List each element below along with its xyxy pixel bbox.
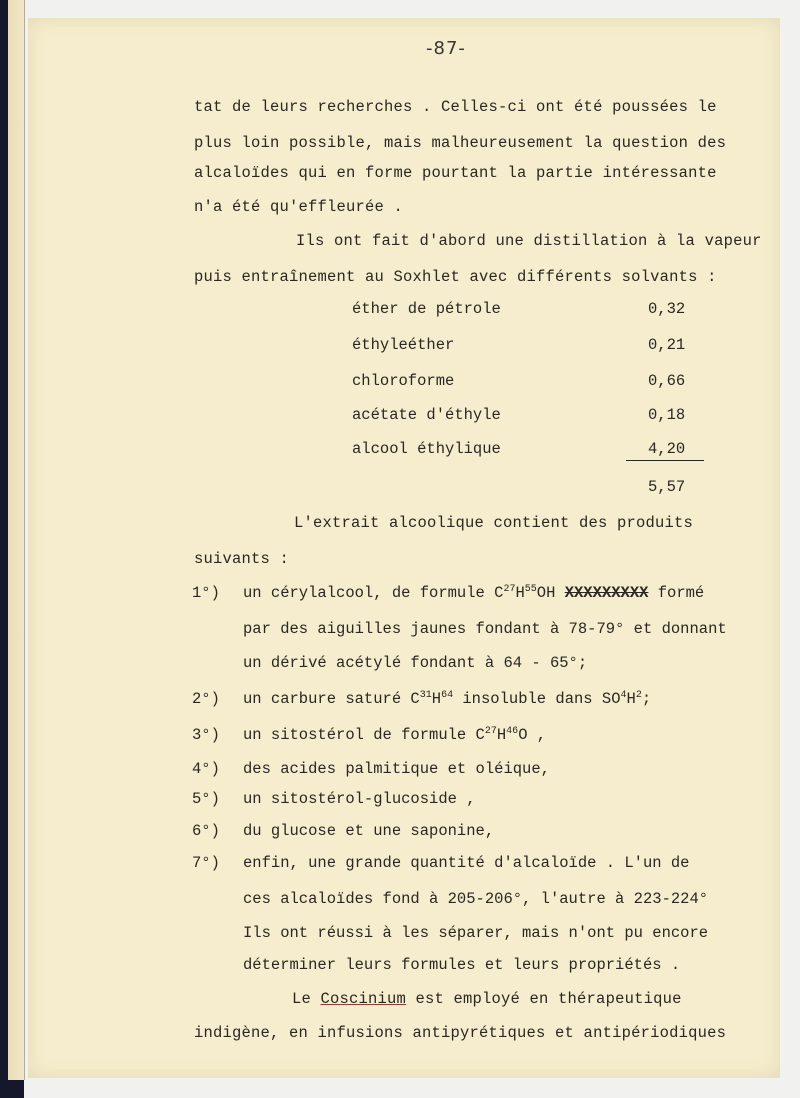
item-1-line3: un dérivé acétylé fondant à 64 - 65°; — [243, 654, 588, 672]
solvent-label: éthyleéther — [352, 336, 455, 354]
para3-line2: suivants : — [194, 550, 290, 568]
item-number: 3°) — [192, 726, 220, 744]
struck-text: XXXXXXXXX — [564, 584, 649, 602]
item-7-line3: Ils ont réussi à les séparer, mais n'ont pu encore — [243, 924, 709, 942]
item-1-line2: par des aiguilles jaunes fondant à 78-79° et donnant — [243, 620, 727, 638]
item-number: 6°) — [192, 822, 220, 840]
item-4: des acides palmitique et oléique, — [243, 760, 550, 778]
item-5: un sitostérol-glucoside , — [243, 790, 476, 808]
para1-line1: tat de leurs recherches . Celles-ci ont été poussées le — [194, 98, 717, 116]
sum-rule — [626, 460, 704, 461]
para1-line4: n'a été qu'effleurée . — [194, 198, 404, 216]
previous-page-edge — [8, 0, 25, 1080]
para3-line1: L'extrait alcoolique contient des produits — [294, 514, 694, 532]
document-page — [28, 18, 780, 1078]
solvent-value: 0,18 — [648, 406, 686, 424]
solvent-value: 4,20 — [648, 440, 686, 458]
item-3: un sitostérol de formule $C^{27}H^{46}O$ , — [243, 726, 547, 744]
para2-line1: Ils ont fait d'abord une distillation à la vapeur — [296, 232, 762, 250]
para4-line1: Le Coscinium est employé en thérapeutique — [292, 990, 682, 1008]
solvent-label: acétate d'éthyle — [352, 406, 501, 424]
item-7-line2: ces alcaloïdes fond à 205-206°, l'autre à 223-224° — [243, 890, 709, 908]
para1-line3: alcaloïdes qui en forme pourtant la partie intéressante — [194, 164, 717, 182]
solvent-label: alcool éthylique — [352, 440, 501, 458]
solvent-value: 0,21 — [648, 336, 686, 354]
solvent-label: chloroforme — [352, 372, 455, 390]
item-number: 7°) — [192, 854, 220, 872]
para4-line2: indigène, en infusions antipyrétiques et antipériodiques — [194, 1024, 727, 1042]
item-number: 2°) — [192, 690, 220, 708]
solvent-value: 0,32 — [648, 300, 686, 318]
item-7-line4: déterminer leurs formules et leurs propriétés . — [243, 956, 681, 974]
item-2: un carbure saturé $C^{31}H^{64}$ insoluble dans $SO^4H^2$; — [243, 690, 652, 708]
para1-line2: plus loin possible, mais malheureusement la question des — [194, 134, 727, 152]
item-6: du glucose et une saponine, — [243, 822, 495, 840]
item-number: 4°) — [192, 760, 220, 778]
item-number: 1°) — [192, 584, 220, 602]
para2-line2: puis entraînement au Soxhlet avec différents solvants : — [194, 268, 717, 286]
item-number: 5°) — [192, 790, 220, 808]
page-number: -87- — [426, 38, 466, 59]
solvent-value: 0,66 — [648, 372, 686, 390]
solvent-label: éther de pétrole — [352, 300, 501, 318]
solvent-total: 5,57 — [648, 478, 686, 496]
item-1-line1: un cérylalcool, de formule $C^{27}H^{55}OH$ XXXXXXXXX formé — [243, 584, 705, 602]
item-7-line1: enfin, une grande quantité d'alcaloïde . L'un de — [243, 854, 690, 872]
coscinium-term: Coscinium — [320, 990, 407, 1008]
